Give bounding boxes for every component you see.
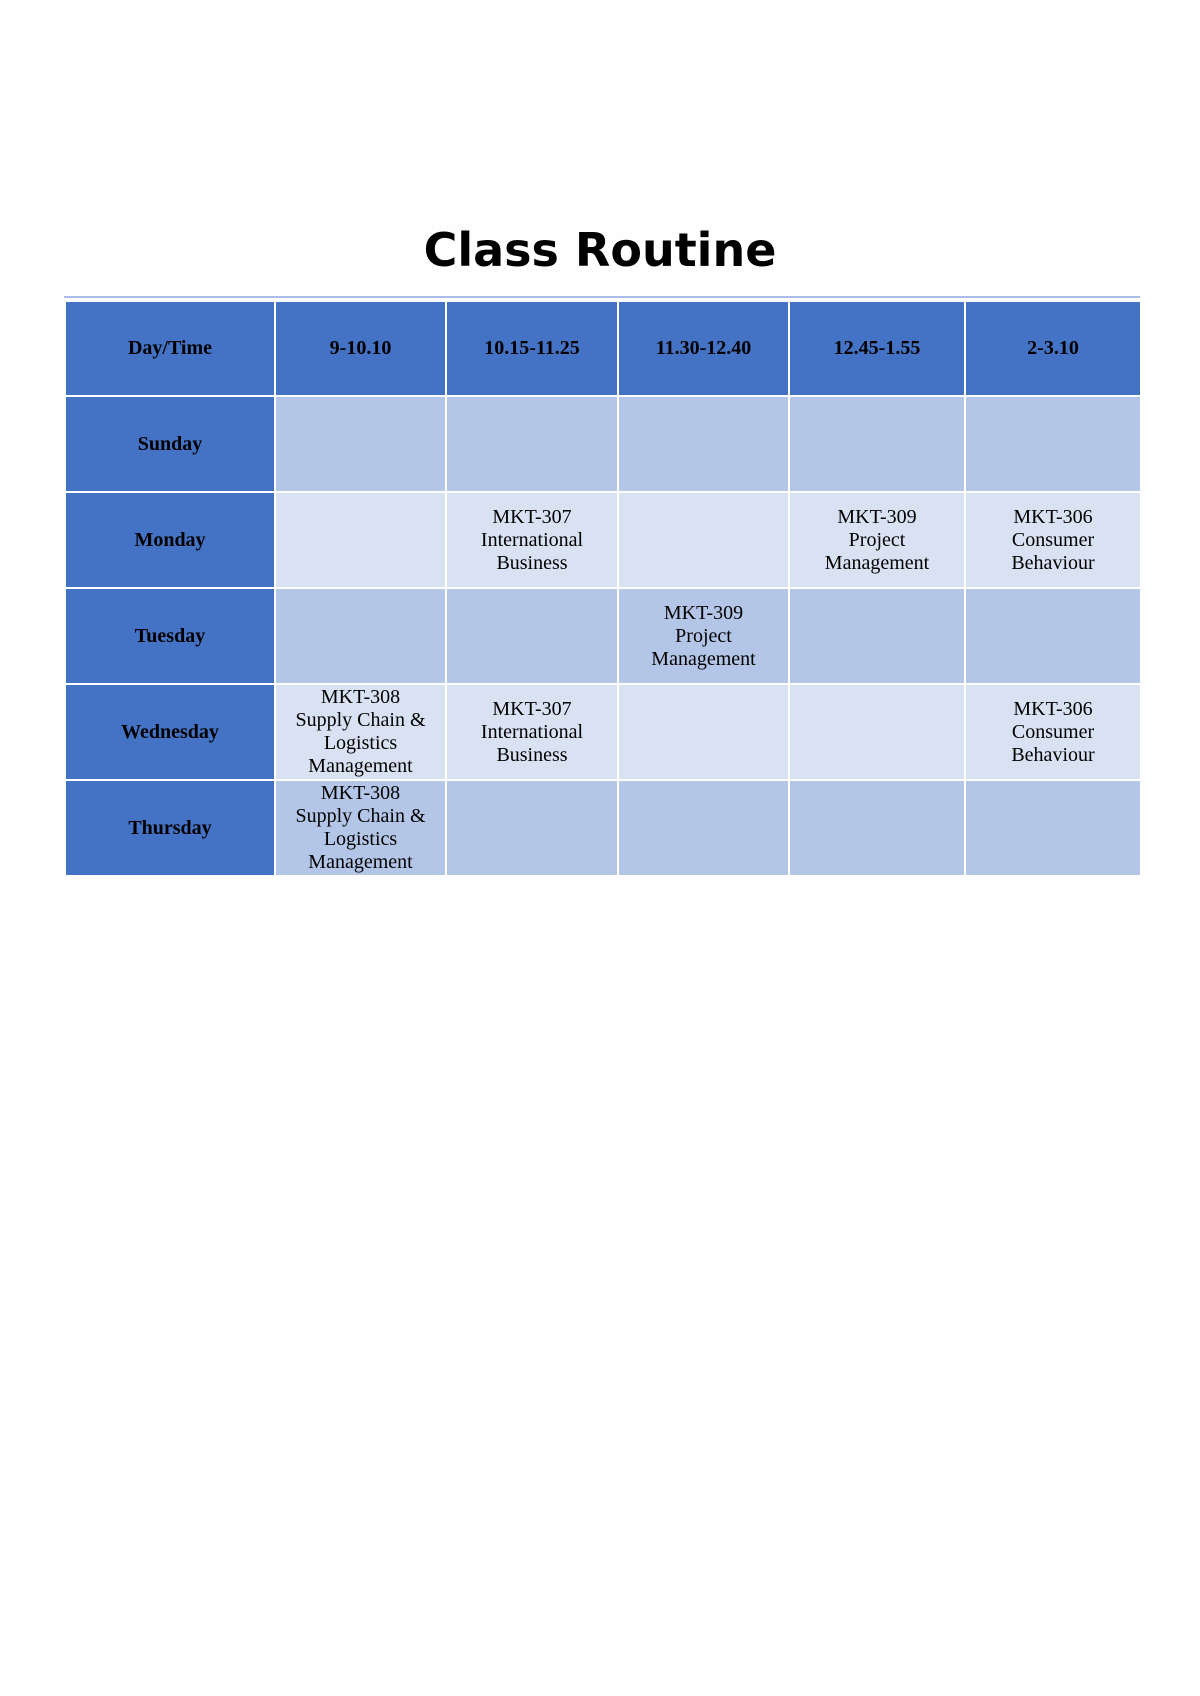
time-slot-header: 2-3.10	[965, 301, 1141, 396]
schedule-cell	[275, 396, 446, 492]
course-name-line: Consumer	[1011, 720, 1095, 743]
course-name-line: Management	[651, 647, 756, 670]
schedule-cell	[618, 588, 789, 684]
table-row	[65, 684, 1141, 780]
day-label: Sunday	[65, 396, 275, 492]
schedule-cell	[618, 396, 789, 492]
course-name-line: Supply Chain &	[295, 805, 426, 827]
page-title: Class Routine	[423, 223, 777, 277]
day-label: Tuesday	[65, 588, 275, 684]
course-name-line: Business	[496, 743, 568, 766]
class-routine-table	[64, 300, 1142, 877]
course-name-line: Business	[496, 551, 568, 574]
course-name-line: Project	[848, 528, 906, 551]
schedule-cell	[446, 780, 618, 876]
table-row	[65, 780, 1141, 876]
course-code: MKT-308	[320, 782, 401, 804]
schedule-cell	[789, 396, 965, 492]
course-name-line: Project	[675, 624, 732, 647]
course-name-line: Management	[308, 755, 413, 777]
day-label: Monday	[65, 492, 275, 588]
course-name-line: Behaviour	[1011, 551, 1095, 574]
course-code: MKT-307	[492, 505, 572, 528]
course-name-line: Consumer	[1011, 528, 1095, 551]
course-name-line: International	[480, 720, 584, 743]
schedule-cell	[275, 492, 446, 588]
course-name-line: Supply Chain &	[295, 709, 426, 731]
schedule-cell	[275, 588, 446, 684]
day-label: Thursday	[65, 780, 275, 876]
schedule-cell	[618, 780, 789, 876]
course-name-line: Behaviour	[1011, 743, 1095, 766]
course-name-line: Management	[824, 551, 930, 574]
schedule-cell	[965, 492, 1141, 588]
course-code: MKT-309	[663, 601, 744, 624]
schedule-cell	[446, 588, 618, 684]
time-slot-header: 11.30-12.40	[618, 301, 789, 396]
schedule-cell	[789, 588, 965, 684]
schedule-cell	[275, 780, 446, 876]
day-label: Wednesday	[65, 684, 275, 780]
table-row	[65, 492, 1141, 588]
time-slot-header: 12.45-1.55	[789, 301, 965, 396]
schedule-cell	[618, 684, 789, 780]
schedule-cell	[789, 684, 965, 780]
schedule-cell	[446, 492, 618, 588]
table-row	[65, 588, 1141, 684]
course-name-line: Logistics	[323, 828, 398, 850]
course-name-line: International	[480, 528, 584, 551]
course-name-line: Management	[308, 851, 413, 873]
schedule-cell	[275, 684, 446, 780]
schedule-cell	[446, 684, 618, 780]
course-code: MKT-307	[492, 697, 572, 720]
corner-header: Day/Time	[65, 301, 275, 396]
schedule-cell	[965, 588, 1141, 684]
schedule-cell	[446, 396, 618, 492]
schedule-cell	[789, 780, 965, 876]
table-row	[65, 396, 1141, 492]
schedule-cell	[789, 492, 965, 588]
course-name-line: Logistics	[323, 732, 398, 754]
schedule-cell	[965, 780, 1141, 876]
course-code: MKT-306	[1013, 697, 1093, 720]
schedule-cell	[618, 492, 789, 588]
time-slot-header: 9-10.10	[275, 301, 446, 396]
header-row	[65, 301, 1141, 396]
schedule-cell	[965, 396, 1141, 492]
course-code: MKT-309	[837, 505, 917, 528]
time-slot-header: 10.15-11.25	[446, 301, 618, 396]
table-top-rule	[64, 296, 1140, 298]
course-code: MKT-306	[1013, 505, 1093, 528]
schedule-cell	[965, 684, 1141, 780]
course-code: MKT-308	[320, 686, 401, 708]
